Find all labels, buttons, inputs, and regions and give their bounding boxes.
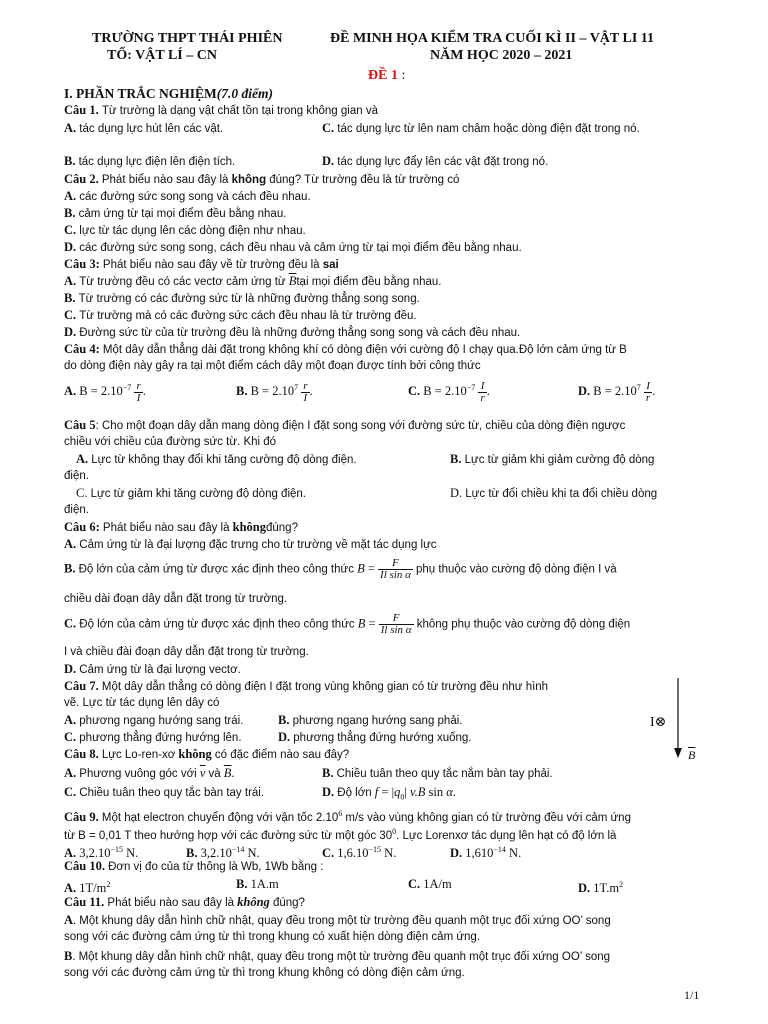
q11-option-b: B. Một khung dây dẫn hình chữ nhật, quay đều trong một từ trường đều quanh một trục đối xứng OO’ song bbox=[64, 949, 611, 963]
q8-option-b: B. Chiều tuân theo quy tắc nắm bàn tay phải. bbox=[322, 766, 553, 780]
q3-option-c: C. Từ trường mà có các đường sức cách đều nhau là từ trường đều. bbox=[64, 308, 417, 322]
question-9: Câu 9. Một hạt electron chuyển động với vận tốc 2.10$^6$ m/s vào vùng không gian có từ trường đều với cảm ứng bbox=[64, 809, 631, 825]
q7-option-c: C. phương thẳng đứng hướng lên. bbox=[64, 730, 242, 744]
q6-option-b-wrap: chiều dài đoạn dây dẫn đặt trong từ trường. bbox=[64, 593, 288, 605]
q10-option-b: B. 1A.m bbox=[236, 877, 279, 891]
q4-option-d: D. $B = 2.10^7$ $\frac{I}{r}$ . bbox=[578, 379, 656, 404]
group-name: TỔ: VẬT LÍ – CN bbox=[107, 48, 217, 63]
q6-option-a: A. Cảm ứng từ là đại lượng đặc trưng cho từ trường về mặt tác dụng lực bbox=[64, 537, 437, 551]
q1-option-a: A. tác dụng lực hút lên các vật. bbox=[64, 121, 224, 135]
q10-option-a: A. $1T/m^2$ bbox=[64, 880, 111, 896]
q7-option-d: D. phương thẳng đứng hướng xuống. bbox=[278, 730, 472, 744]
question-8: Câu 8. Lực Lo-ren-xơ không có đặc điểm nào sau đây? bbox=[64, 747, 350, 761]
q6-option-d: D. Cảm ứng từ là đại lượng vectơ. bbox=[64, 662, 241, 676]
question-7: Câu 7. Một dây dẫn thẳng có dòng điện I đặt trong vùng không gian có từ trường đều như hình bbox=[64, 679, 549, 693]
question-7-line2: vẽ. Lực từ tác dụng lên dây có bbox=[64, 697, 220, 709]
q6-option-c: C. Độ lớn của cảm ứng từ được xác định theo công thức B = $\frac{F}{\text{Il sin α}}$ không phụ thuộc vào cường độ dòng điện bbox=[64, 612, 631, 636]
q3-option-a: A. Từ trường đều có các vectơ cảm ứng từ $\overline{B}tại$ mọi điểm đều bằng nhau. bbox=[64, 274, 442, 288]
q1-option-c: C. tác dụng lực từ lên nam châm hoặc dòng điện đặt trong nó. bbox=[322, 121, 640, 135]
exam-title: ĐỀ MINH HỌA KIỂM TRA CUỐI KÌ II – VẬT LI 11 bbox=[330, 31, 655, 46]
q5-option-d: D. Lực từ đổi chiều khi ta đổi chiều dòng bbox=[450, 486, 658, 500]
q2-option-d: D. các đường sức song song, cách đều nhau và cảm ứng từ tại mọi điểm đều bằng nhau. bbox=[64, 240, 522, 254]
q11-option-a: A. Một khung dây dẫn hình chữ nhật, quay đều trong một từ trường đều quanh một trục đối xứng OO’ song bbox=[64, 913, 611, 927]
q11-option-a-wrap: song với các đường cảm ứng từ thì trong khung có xuất hiện dòng điện cảm ứng. bbox=[64, 931, 481, 943]
q2-option-a: A. các đường sức song song và cách đều nhau. bbox=[64, 189, 311, 203]
question-9-line2: từ B = 0,01 T theo hướng hợp với các đường sức từ một góc $30^0$. Lực Lorenxơ tác dụng lên hạt có độ lớn là bbox=[64, 827, 617, 843]
school-name: TRƯỜNG THPT THÁI PHIÊN bbox=[92, 31, 283, 46]
q4-option-c: C. $B = 2.10^{-7}$ $\frac{I}{r}$ . bbox=[408, 379, 490, 404]
field-vector-label: $\overline{B}$ bbox=[688, 748, 696, 762]
question-10: Câu 10. Đơn vị đo của từ thông là Wb, 1Wb bằng : bbox=[64, 859, 324, 873]
magnetic-field-figure bbox=[648, 676, 708, 772]
question-4-line2: do dòng điện này gây ra tại một điểm cách dây một đoạn được tính bởi công thức bbox=[64, 360, 481, 372]
q5-option-b: B. Lực từ giảm khi giảm cường độ dòng bbox=[450, 452, 655, 466]
q1-option-b: B. tác dụng lực điện lên điện tích. bbox=[64, 154, 236, 168]
q4-option-a: A. $B = 2.10^{-7}$ $\frac{r}{I}$ . bbox=[64, 379, 146, 404]
q3-option-d: D. Đường sức từ của từ trường đều là những đường thẳng song song và cách đều nhau. bbox=[64, 325, 521, 339]
q3-option-b: B. Từ trường có các đường sức từ là những đường thẳng song song. bbox=[64, 291, 420, 305]
exam-code: ĐỀ 1 : bbox=[368, 68, 406, 83]
q1-option-d: D. tác dụng lực đẩy lên các vật đặt trong nó. bbox=[322, 154, 549, 168]
q10-option-d: D. $1T.m^2$ bbox=[578, 880, 624, 896]
question-11: Câu 11. Phát biểu nào sau đây là không đúng? bbox=[64, 895, 305, 909]
q9-option-c: C. $1,6.10^{-15}$ N. bbox=[322, 845, 397, 861]
question-4: Câu 4: Một dây dẫn thẳng dài đặt trong không khí có dòng điện với cường độ I chạy qua.Độ lớn cảm ứng từ B bbox=[64, 342, 627, 356]
q5-option-c: C. Lực từ giảm khi tăng cường độ dòng điện. bbox=[76, 486, 306, 500]
q8-option-c: C. Chiều tuân theo quy tắc bàn tay trái. bbox=[64, 785, 265, 799]
q9-option-a: A. $3,2.10^{-15}$ N. bbox=[64, 845, 139, 861]
section-title: I. PHẦN TRẮC NGHIỆM(7.0 điểm) bbox=[64, 86, 274, 101]
q6-option-b: B. Độ lớn của cảm ứng từ được xác định theo công thức B = $\frac{F}{\text{Il sin α}}$ phụ thuộc vào cường độ dòng điện I và bbox=[64, 557, 617, 581]
q8-option-a: A. Phương vuông góc với $\overline{v}$ và $\overline{B}$. bbox=[64, 766, 235, 780]
q5-option-a: A. Lực từ không thay đổi khi tăng cường độ dòng điện. bbox=[76, 452, 357, 466]
question-6: Câu 6: Phát biểu nào sau đây là khôngđúng? bbox=[64, 520, 298, 534]
question-5: Câu 5: Cho một đoạn dây dẫn mang dòng điện I đặt song song với đường sức từ, chiều của dòng điện ngược bbox=[64, 418, 626, 432]
q5-option-d-wrap: điện. bbox=[64, 504, 89, 516]
q5-option-b-wrap: điện. bbox=[64, 470, 89, 482]
question-2: Câu 2. Phát biểu nào sau đây là không đúng? Từ trường đều là từ trường có bbox=[64, 172, 460, 186]
q4-option-b: B. $B = 2.10^7$ $\frac{r}{I}$ . bbox=[236, 379, 313, 404]
q10-option-c: C. 1A/m bbox=[408, 877, 452, 891]
q7-option-a: A. phương ngang hướng sang trái. bbox=[64, 713, 244, 727]
q8-option-d: D. Độ lớn $f = |q_0|$ v.B sin α. bbox=[322, 785, 456, 802]
q9-option-b: B. $3,2.10^{-14}$ N. bbox=[186, 845, 260, 861]
q2-option-c: C. lực từ tác dụng lên các dòng điện như nhau. bbox=[64, 223, 306, 237]
q9-option-d: D. $1,610^{-14}$ N. bbox=[450, 845, 522, 861]
page-number: 1/1 bbox=[684, 988, 700, 1002]
q6-option-c-wrap: I và chiều đài đoạn dây dẫn đặt trong từ trường. bbox=[64, 646, 309, 658]
question-3: Câu 3: Phát biểu nào sau đây về từ trường đều là sai bbox=[64, 257, 339, 271]
current-into-page-label: I⊗ bbox=[650, 715, 667, 730]
school-year: NĂM HỌC 2020 – 2021 bbox=[430, 48, 573, 63]
question-5-line2: chiều với chiều của đường sức từ. Khi đó bbox=[64, 436, 277, 448]
q11-option-b-wrap: song với các đường cảm ứng từ thì trong khung không có dòng điện cảm ứng. bbox=[64, 967, 465, 979]
field-arrow-icon bbox=[648, 676, 708, 772]
question-1: Câu 1. Từ trường là dạng vật chất tồn tại trong không gian và bbox=[64, 103, 378, 117]
q2-option-b: B. cảm ứng từ tại mọi điểm đều bằng nhau. bbox=[64, 206, 287, 220]
q7-option-b: B. phương ngang hướng sang phải. bbox=[278, 713, 463, 727]
